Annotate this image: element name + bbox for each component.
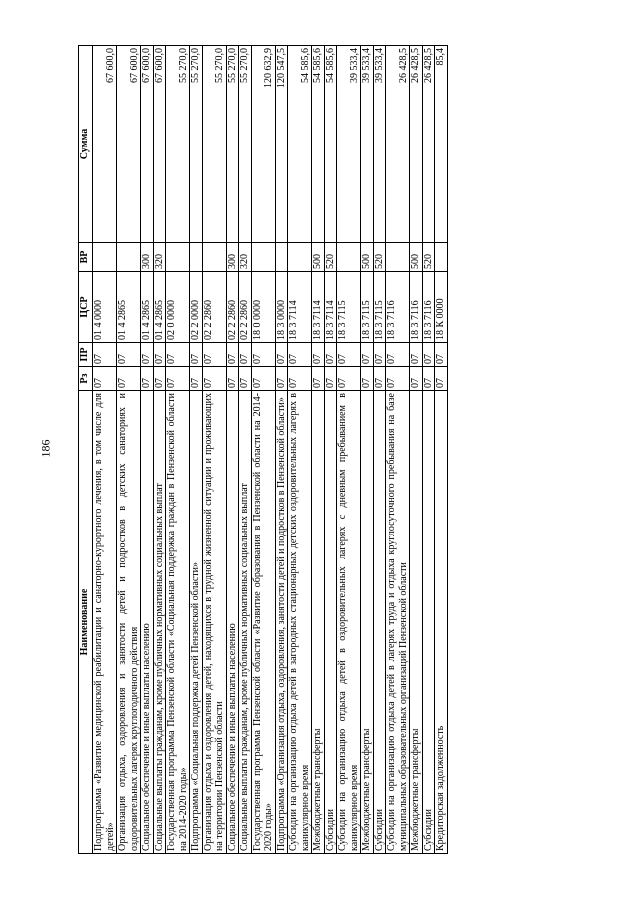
cell-sum: 55 270,0 [239, 46, 252, 243]
cell-vr [435, 243, 448, 272]
cell-vr [288, 243, 312, 272]
cell-csr: 18 3 0000 [275, 272, 288, 343]
cell-sum: 39 533,4 [373, 46, 386, 243]
cell-vr: 500 [361, 243, 374, 272]
table-row [93, 46, 117, 854]
cell-name: Субсидии [373, 391, 386, 854]
cell-pr: 07 [312, 343, 325, 367]
cell-name: Социальные выплаты гражданам, кроме публичных нормативных социальных выплат [153, 391, 166, 854]
cell-csr: 02 2 2860 [202, 272, 226, 343]
table-body [93, 46, 448, 854]
cell-csr: 02 2 0000 [190, 272, 203, 343]
cell-rz: 07 [288, 367, 312, 391]
cell-sum: 54 585,6 [324, 46, 337, 243]
cell-pr: 07 [153, 343, 166, 367]
cell-rz: 07 [166, 367, 190, 391]
cell-csr: 18 3 7114 [312, 272, 325, 343]
column-header-rz: Рз [79, 367, 93, 391]
cell-pr: 07 [361, 343, 374, 367]
page-number: 186 [38, 439, 53, 458]
cell-vr: 300 [141, 243, 154, 272]
column-header-pr: ПР [79, 343, 93, 367]
cell-rz: 07 [410, 367, 423, 391]
table-row [153, 46, 166, 854]
cell-pr: 07 [251, 343, 275, 367]
cell-vr: 500 [312, 243, 325, 272]
cell-rz: 07 [117, 367, 141, 391]
table-row [386, 46, 410, 854]
table-row [312, 46, 325, 854]
table-row [275, 46, 288, 854]
cell-sum: 54 585,6 [288, 46, 312, 243]
cell-csr: 18 3 7114 [288, 272, 312, 343]
cell-sum: 67 600,0 [141, 46, 154, 243]
cell-csr: 01 4 2865 [153, 272, 166, 343]
table-header-row [79, 46, 93, 854]
cell-vr [386, 243, 410, 272]
cell-rz: 07 [239, 367, 252, 391]
cell-sum: 54 585,6 [312, 46, 325, 243]
cell-csr: 18 3 7116 [410, 272, 423, 343]
cell-vr [202, 243, 226, 272]
cell-vr [275, 243, 288, 272]
table-row [361, 46, 374, 854]
cell-csr: 02 2 2860 [226, 272, 239, 343]
cell-rz: 07 [386, 367, 410, 391]
cell-vr [337, 243, 361, 272]
column-header-name: Наименование [79, 391, 93, 854]
cell-name: Межбюджетные трансферты [312, 391, 325, 854]
cell-rz: 07 [312, 367, 325, 391]
cell-pr: 07 [117, 343, 141, 367]
table-row [239, 46, 252, 854]
cell-sum: 67 600,0 [93, 46, 117, 243]
cell-name: Подпрограмма «Социальная поддержка детей Пензенской области» [190, 391, 203, 854]
cell-csr: 02 2 2860 [239, 272, 252, 343]
cell-rz: 07 [141, 367, 154, 391]
table-row [324, 46, 337, 854]
cell-csr: 18 К 0000 [435, 272, 448, 343]
cell-rz: 07 [275, 367, 288, 391]
cell-name: Государственная программа Пензенской области «Развитие образования в Пензенской области на 2014-2020 годы» [251, 391, 275, 854]
cell-sum: 26 428,5 [422, 46, 435, 243]
cell-vr [117, 243, 141, 272]
cell-name: Межбюджетные трансферты [361, 391, 374, 854]
table-row [373, 46, 386, 854]
cell-pr: 07 [275, 343, 288, 367]
cell-csr: 02 0 0000 [166, 272, 190, 343]
table-row [190, 46, 203, 854]
cell-pr: 07 [141, 343, 154, 367]
cell-sum: 120 547,5 [275, 46, 288, 243]
cell-csr: 01 4 2865 [117, 272, 141, 343]
cell-csr: 18 3 7115 [361, 272, 374, 343]
cell-name: Социальное обеспечение и иные выплаты населению [141, 391, 154, 854]
cell-csr: 18 3 7114 [324, 272, 337, 343]
table-row [226, 46, 239, 854]
cell-pr: 07 [422, 343, 435, 367]
cell-rz: 07 [373, 367, 386, 391]
cell-vr [93, 243, 117, 272]
cell-rz: 07 [361, 367, 374, 391]
cell-sum: 55 270,0 [190, 46, 203, 243]
cell-name: Субсидии [324, 391, 337, 854]
cell-pr: 07 [386, 343, 410, 367]
cell-name: Подпрограмма «Развитие медицинской реабилитации и санаторно-курортного лечения, в том числе для детей» [93, 391, 117, 854]
cell-sum: 55 270,0 [226, 46, 239, 243]
cell-sum: 26 428,5 [386, 46, 410, 243]
cell-csr: 01 4 2865 [141, 272, 154, 343]
table-row [202, 46, 226, 854]
cell-name: Организация отдыха и оздоровления детей, находящихся в трудной жизненной ситуации и проживающих на территории Пензенской области [202, 391, 226, 854]
cell-vr: 300 [226, 243, 239, 272]
table-row [251, 46, 275, 854]
cell-sum: 120 632,9 [251, 46, 275, 243]
cell-vr: 520 [422, 243, 435, 272]
cell-sum: 55 270,0 [202, 46, 226, 243]
cell-csr: 01 4 0000 [93, 272, 117, 343]
cell-rz: 07 [153, 367, 166, 391]
cell-rz: 07 [226, 367, 239, 391]
cell-name: Субсидии на организацию отдыха детей в загородных стационарных детских оздоровительных лагерях в каникулярное время [288, 391, 312, 854]
cell-pr: 07 [202, 343, 226, 367]
rotated-table-container [78, 46, 606, 854]
cell-name: Субсидии [422, 391, 435, 854]
cell-pr: 07 [324, 343, 337, 367]
table-row [435, 46, 448, 854]
cell-rz: 07 [435, 367, 448, 391]
cell-rz: 07 [422, 367, 435, 391]
cell-csr: 18 3 7116 [386, 272, 410, 343]
cell-vr: 500 [410, 243, 423, 272]
cell-vr [251, 243, 275, 272]
cell-name: Государственная программа Пензенской области «Социальная поддержка граждан в Пензенской области на 2014-2020 годы» [166, 391, 190, 854]
cell-name: Субсидии на организацию отдыха детей в лагерях труда и отдыха круглосуточного пребывания на базе муниципальных образовательных организаций Пензенской области [386, 391, 410, 854]
cell-rz: 07 [324, 367, 337, 391]
cell-sum: 55 270,0 [166, 46, 190, 243]
cell-vr: 520 [324, 243, 337, 272]
cell-pr: 07 [337, 343, 361, 367]
budget-table [78, 45, 448, 854]
cell-csr: 18 3 7115 [373, 272, 386, 343]
cell-vr: 320 [153, 243, 166, 272]
cell-pr: 07 [239, 343, 252, 367]
cell-sum: 26 428,5 [410, 46, 423, 243]
cell-csr: 18 0 0000 [251, 272, 275, 343]
cell-pr: 07 [166, 343, 190, 367]
column-header-csr: ЦСР [79, 272, 93, 343]
cell-sum: 39 533,4 [361, 46, 374, 243]
table-row [141, 46, 154, 854]
cell-csr: 18 3 7115 [337, 272, 361, 343]
table-row [337, 46, 361, 854]
column-header-vr: ВР [79, 243, 93, 272]
cell-pr: 07 [373, 343, 386, 367]
cell-vr [166, 243, 190, 272]
cell-vr: 320 [239, 243, 252, 272]
cell-rz: 07 [337, 367, 361, 391]
cell-sum: 67 600,0 [153, 46, 166, 243]
cell-rz: 07 [93, 367, 117, 391]
cell-name: Подпрограмма «Организация отдыха, оздоровления, занятости детей и подростков в Пензенской области» [275, 391, 288, 854]
cell-name: Межбюджетные трансферты [410, 391, 423, 854]
cell-rz: 07 [202, 367, 226, 391]
cell-pr: 07 [288, 343, 312, 367]
cell-pr: 07 [190, 343, 203, 367]
cell-name: Субсидии на организацию отдыха детей в оздоровительных лагерях с дневным пребыванием в каникулярное время [337, 391, 361, 854]
table-row [117, 46, 141, 854]
cell-pr: 07 [226, 343, 239, 367]
cell-sum: 67 600,0 [117, 46, 141, 243]
cell-pr: 07 [435, 343, 448, 367]
cell-sum: 39 533,4 [337, 46, 361, 243]
column-header-sum: Сумма [79, 46, 93, 243]
cell-name: Кредиторская задолженность [435, 391, 448, 854]
table-row [166, 46, 190, 854]
cell-pr: 07 [93, 343, 117, 367]
table-row [422, 46, 435, 854]
table-row [410, 46, 423, 854]
table-row [288, 46, 312, 854]
cell-rz: 07 [251, 367, 275, 391]
cell-sum: 85,4 [435, 46, 448, 243]
cell-vr [190, 243, 203, 272]
cell-rz: 07 [190, 367, 203, 391]
cell-name: Социальные выплаты гражданам, кроме публичных нормативных социальных выплат [239, 391, 252, 854]
cell-csr: 18 3 7116 [422, 272, 435, 343]
cell-name: Организация отдыха, оздоровления и занятости детей и подростков в детских санаториях и оздоровительных лагерях круглогодичного действия [117, 391, 141, 854]
cell-vr: 520 [373, 243, 386, 272]
cell-pr: 07 [410, 343, 423, 367]
cell-name: Социальное обеспечение и иные выплаты населению [226, 391, 239, 854]
